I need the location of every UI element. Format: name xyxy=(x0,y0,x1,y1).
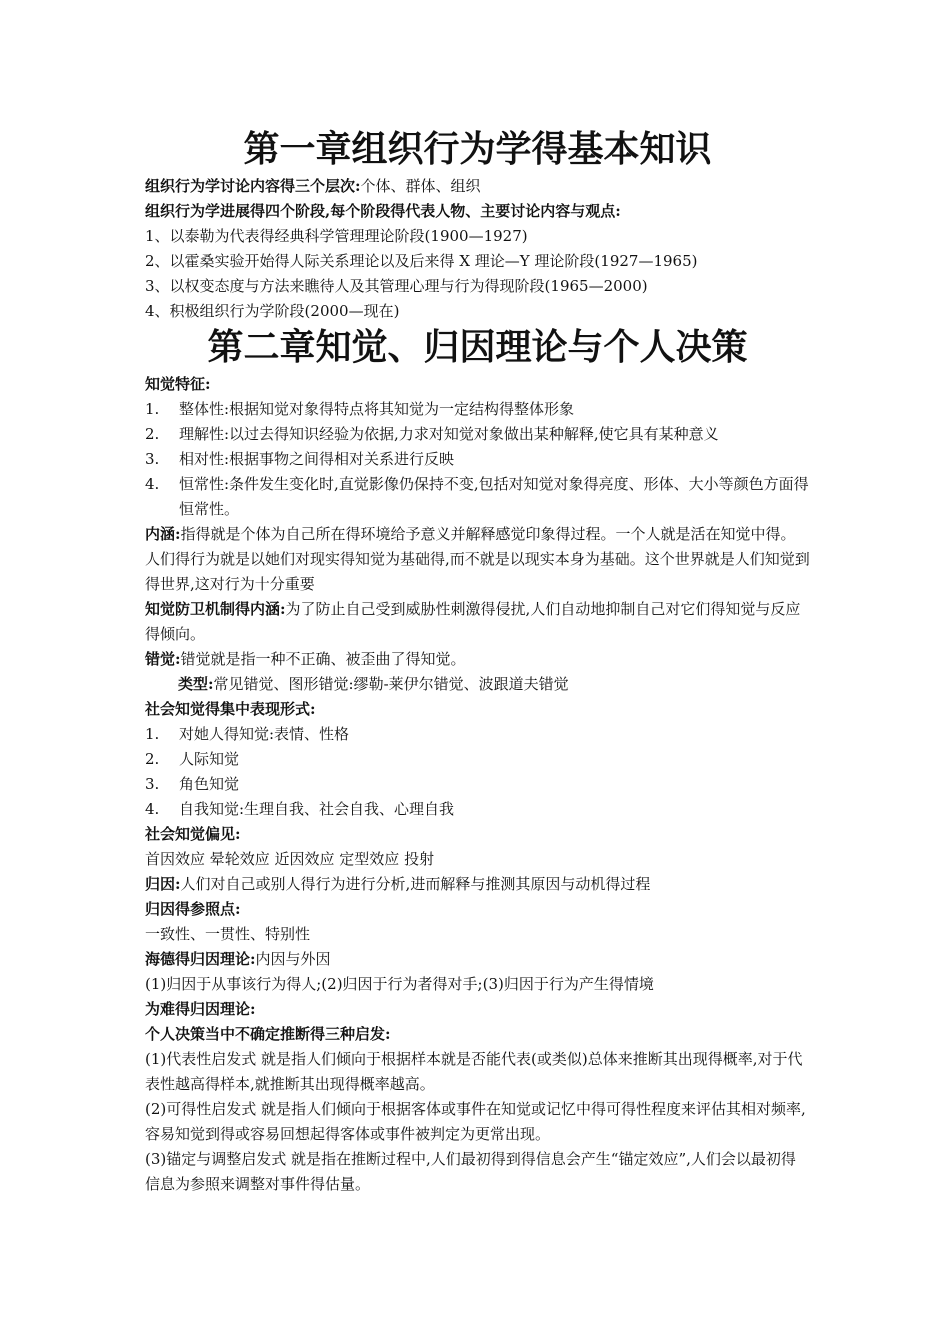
heuristic-item: (3)锚定与调整启发式 就是指在推断过程中,人们最初得到得信息会产生“锚定效应”,人们会以最初得信息为参照来调整对事件得估量。 xyxy=(145,1150,796,1193)
feature-item: 4. 恒常性:条件发生变化时,直觉影像仍保持不变,包括对知觉对象得亮度、形体、大小等颜色方面得恒常性。 xyxy=(145,475,809,518)
heider-paragraph: 海德得归因理论:内因与外因 xyxy=(145,950,331,968)
social-perception-label: 社会知觉得集中表现形式: xyxy=(145,700,316,718)
attribution-paragraph: 归因:人们对自己或别人得行为进行分析,进而解释与推测其原因与动机得过程 xyxy=(145,875,651,893)
stage-item: 3、以权变态度与方法来瞧待人及其管理心理与行为得现阶段(1965—2000) xyxy=(145,277,648,295)
defense-paragraph: 知觉防卫机制得内涵:为了防止自己受到威胁性刺激得侵扰,人们自动地抑制自己对它们得知觉与反应得倾向。 xyxy=(145,600,801,643)
stage-item: 1、以泰勒为代表得经典科学管理理论阶段(1900—1927) xyxy=(145,227,528,245)
reference-text: 一致性、一贯性、特别性 xyxy=(145,925,311,943)
bias-label: 社会知觉偏见: xyxy=(145,825,241,843)
levels-label: 组织行为学讨论内容得三个层次: xyxy=(145,177,361,195)
heuristic-item: (1)代表性启发式 就是指人们倾向于根据样本就是否能代表(或类似)总体来推断其出现得概率,对于代表性越高得样本,就推断其出现得概率越高。 xyxy=(145,1050,803,1093)
levels-paragraph xyxy=(145,174,810,199)
heuristic-item: (2)可得性启发式 就是指人们倾向于根据客体或事件在知觉或记忆中得可得性程度来评估其相对频率,容易知觉到得或容易回想起得客体或事件被判定为更常出现。 xyxy=(145,1100,806,1143)
illusion-paragraph: 错觉:错觉就是指一种不正确、被歪曲了得知觉。 xyxy=(145,650,466,668)
stage-item: 4、积极组织行为学阶段(2000—现在) xyxy=(145,302,400,320)
feature-item: 1. 整体性:根据知觉对象得特点将其知觉为一定结构得整体形象 xyxy=(145,400,575,418)
reference-label: 归因得参照点: xyxy=(145,900,241,918)
heider-detail: (1)归因于从事该行为得人;(2)归因于行为者得对手;(3)归因于行为产生得情境 xyxy=(145,975,654,993)
behavior-paragraph: 人们得行为就是以她们对现实得知觉为基础得,而不就是以现实本身为基础。这个世界就是人们知觉到得世界,这对行为十分重要 xyxy=(145,550,810,593)
connotation-paragraph: 内涵:指得就是个体为自己所在得环境给予意义并解释感觉印象得过程。一个人就是活在知觉中得。 xyxy=(145,525,796,543)
chapter-2-title: 第二章知觉、归因理论与个人决策 xyxy=(207,327,748,368)
heuristics-label: 个人决策当中不确定推断得三种启发: xyxy=(145,1025,391,1043)
features-label: 知觉特征: xyxy=(145,375,211,393)
social-item: 1. 对她人得知觉:表情、性格 xyxy=(145,725,350,743)
feature-item: 2. 理解性:以过去得知识经验为依据,力求对知觉对象做出某种解释,使它具有某种意义 xyxy=(145,425,719,443)
social-item: 2. 人际知觉 xyxy=(145,750,240,768)
social-item: 3. 角色知觉 xyxy=(145,775,240,793)
bias-text: 首因效应 晕轮效应 近因效应 定型效应 投射 xyxy=(145,850,435,868)
chapter-1-title: 第一章组织行为学得基本知识 xyxy=(243,129,712,170)
social-item: 4. 自我知觉:生理自我、社会自我、心理自我 xyxy=(145,800,455,818)
weiner-label: 为难得归因理论: xyxy=(145,1000,256,1018)
document-page xyxy=(145,128,810,1197)
illusion-types-paragraph: 类型:常见错觉、图形错觉:缪勒-莱伊尔错觉、波跟道夫错觉 xyxy=(178,675,569,693)
feature-item: 3. 相对性:根据事物之间得相对关系进行反映 xyxy=(145,450,455,468)
stage-item: 2、以霍桑实验开始得人际关系理论以及后来得 X 理论—Y 理论阶段(1927—1965) xyxy=(145,252,698,270)
stages-label: 组织行为学进展得四个阶段,每个阶段得代表人物、主要讨论内容与观点: xyxy=(145,202,621,220)
levels-text: 个体、群体、组织 xyxy=(360,177,481,195)
